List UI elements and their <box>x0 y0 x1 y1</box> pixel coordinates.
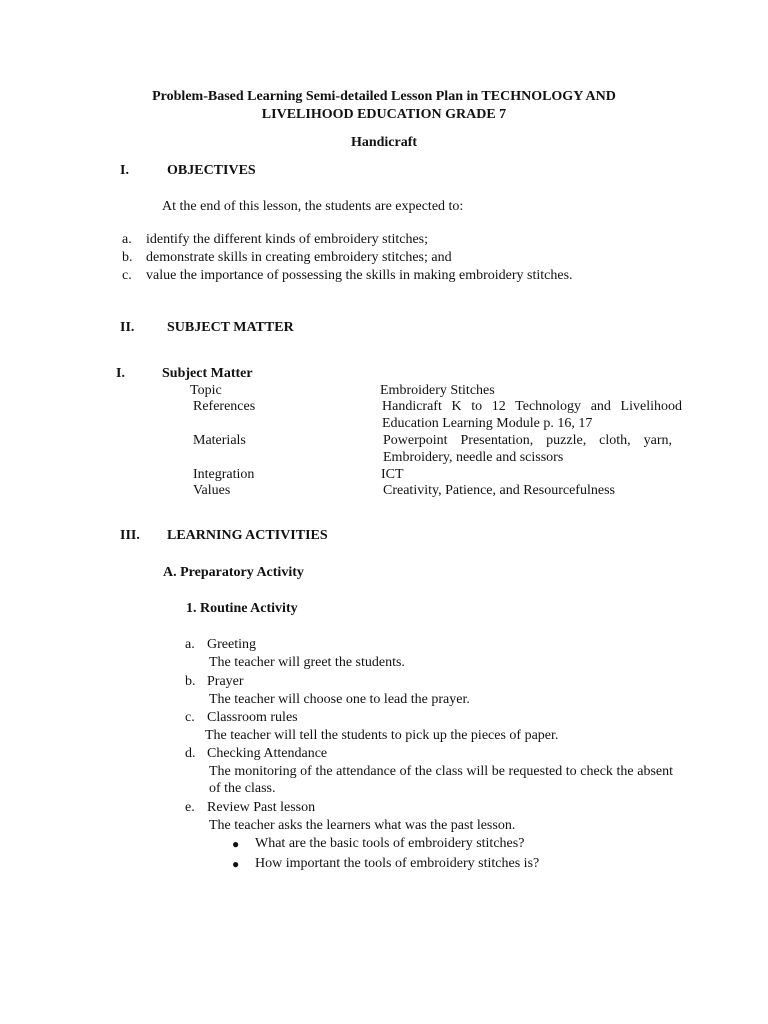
subject-label-values: Values <box>193 483 231 498</box>
doc-title-line-2: LIVELIHOOD EDUCATION GRADE 7 <box>261 107 507 122</box>
subject-value-references: Handicraft K to 12 Technology and Livelihood Education Learning Module p. 16, 17 <box>382 399 682 431</box>
objective-text: value the importance of possessing the skills in making embroidery stitches. <box>146 268 573 283</box>
subject-label-materials: Materials <box>193 433 246 448</box>
subject-value-topic: Embroidery Stitches <box>380 383 495 398</box>
objective-letter: c. <box>122 268 132 283</box>
step-description: The teacher will tell the students to pick up the pieces of paper. <box>205 728 559 743</box>
subject-label-topic: Topic <box>190 383 222 398</box>
bullet-icon: ● <box>232 857 240 871</box>
objective-letter: b. <box>122 250 133 265</box>
subject-value-integration: ICT <box>381 467 404 482</box>
step-letter: b. <box>185 674 196 689</box>
routine-activity-heading: 1. Routine Activity <box>186 601 298 616</box>
review-question: What are the basic tools of embroidery stitches? <box>255 836 525 851</box>
step-title: Checking Attendance <box>207 746 328 761</box>
step-description: The monitoring of the attendance of the class will be requested to check the absent of the class. <box>209 764 673 796</box>
step-letter: a. <box>185 637 195 652</box>
step-letter: d. <box>185 746 196 761</box>
step-description: The teacher will choose one to lead the prayer. <box>209 692 470 707</box>
objectives-numeral: I. <box>120 163 129 178</box>
objective-letter: a. <box>122 232 132 247</box>
subject-value-materials: Powerpoint Presentation, puzzle, cloth, yarn, Embroidery, needle and scissors <box>383 433 672 465</box>
subject-value-values: Creativity, Patience, and Resourcefulness <box>383 483 615 498</box>
subject-matter-sub-heading: Subject Matter <box>162 366 253 381</box>
doc-subject-title: Handicraft <box>350 135 418 150</box>
subject-label-references: References <box>193 399 256 414</box>
objective-text: identify the different kinds of embroidery stitches; <box>146 232 429 247</box>
subject-matter-numeral: II. <box>120 320 135 335</box>
bullet-icon: ● <box>232 837 240 851</box>
subject-label-integration: Integration <box>193 467 255 482</box>
learning-activities-numeral: III. <box>120 528 140 543</box>
objectives-heading: OBJECTIVES <box>167 163 256 178</box>
step-title: Classroom rules <box>207 710 298 725</box>
learning-activities-heading: LEARNING ACTIVITIES <box>167 528 328 543</box>
step-letter: e. <box>185 800 195 815</box>
step-letter: c. <box>185 710 195 725</box>
objectives-intro: At the end of this lesson, the students are expected to: <box>162 199 464 214</box>
preparatory-activity-heading: A. Preparatory Activity <box>163 565 304 580</box>
step-title: Review Past lesson <box>207 800 316 815</box>
step-description: The teacher will greet the students. <box>209 655 405 670</box>
step-title: Prayer <box>207 674 244 689</box>
step-title: Greeting <box>207 637 256 652</box>
step-description: The teacher asks the learners what was the past lesson. <box>209 818 516 833</box>
review-question: How important the tools of embroidery stitches is? <box>255 856 540 871</box>
doc-title-line-1: Problem-Based Learning Semi-detailed Lesson Plan in TECHNOLOGY AND <box>152 89 616 104</box>
subject-matter-heading: SUBJECT MATTER <box>167 320 294 335</box>
subject-matter-sub-numeral: I. <box>116 366 125 381</box>
objective-text: demonstrate skills in creating embroidery stitches; and <box>146 250 452 265</box>
